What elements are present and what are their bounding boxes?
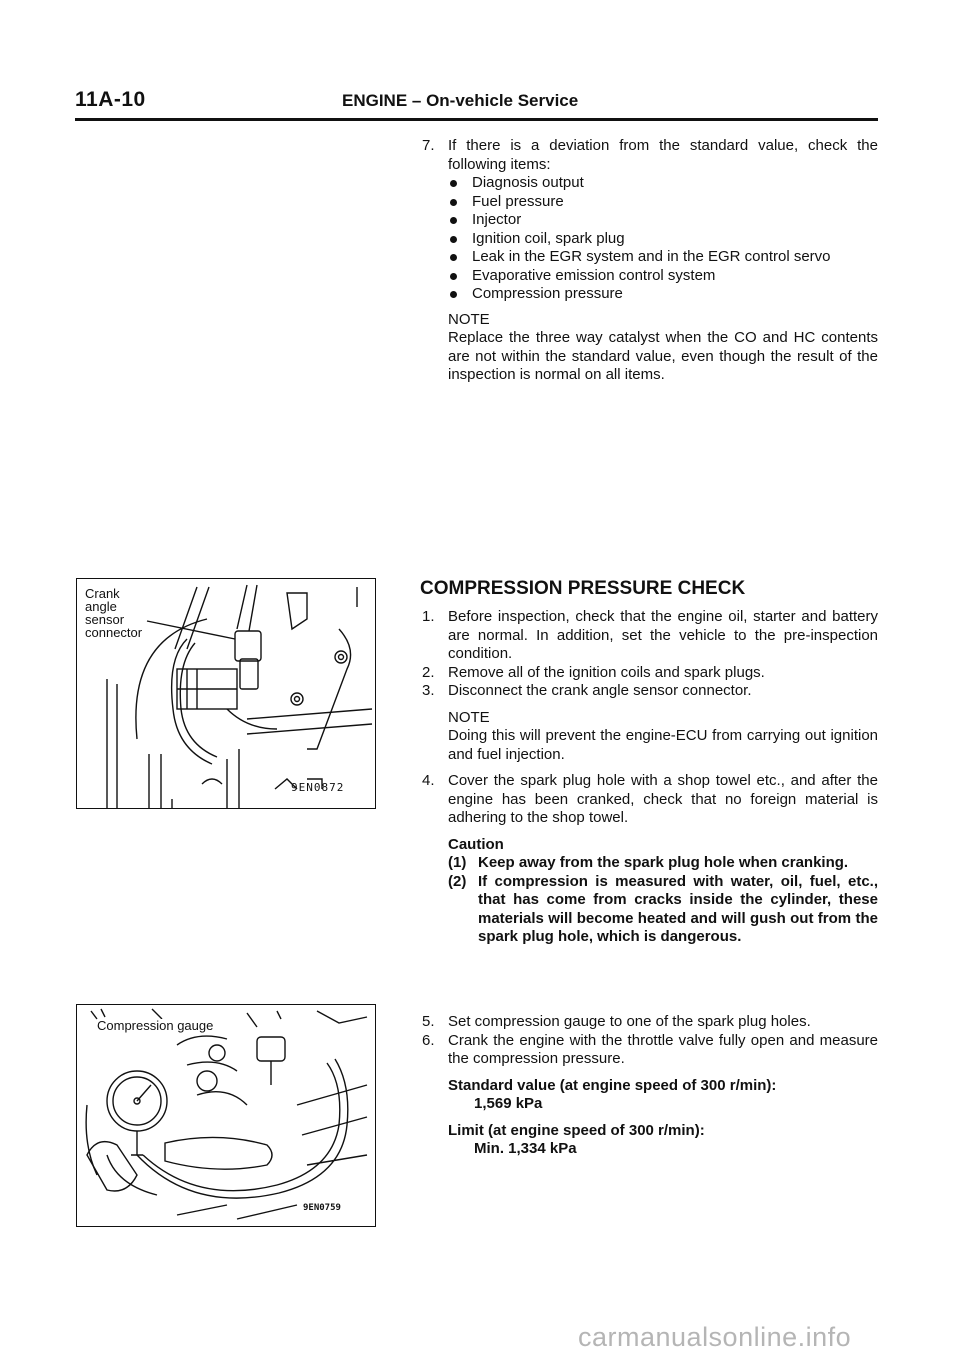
compression-steps-5-6 [422, 1013, 878, 1159]
limit-value: Min. 1,334 kPa [474, 1140, 577, 1157]
step-text: Crank the engine with the throttle valve fully open and measure the compression pressure. [448, 1031, 878, 1067]
check-item: Diagnosis output [448, 174, 878, 193]
step-number: 3. [422, 682, 435, 699]
compression-step [422, 1032, 878, 1069]
caution-number: (2) [448, 872, 467, 890]
label-line: connector [85, 625, 143, 640]
note-label: NOTE [448, 310, 490, 328]
check-items-list [422, 174, 878, 304]
page-header [75, 88, 875, 118]
compression-gauge-figure [76, 1004, 376, 1227]
step-number: 5. [422, 1013, 435, 1030]
caution-label: Caution [448, 835, 504, 853]
compression-step [422, 1013, 878, 1032]
label-line: sensor [85, 612, 125, 627]
compression-heading: COMPRESSION PRESSURE CHECK [420, 578, 746, 599]
step-text: Set compression gauge to one of the spark plug holes. [448, 1013, 811, 1030]
limit-label: Limit (at engine speed of 300 r/min): [448, 1121, 705, 1139]
spec-block [422, 1077, 878, 1159]
crank-sensor-figure [76, 578, 376, 809]
crank-sensor-label [85, 587, 142, 639]
page-number: 11A-10 [75, 88, 146, 111]
step-text: Disconnect the crank angle sensor connector. [448, 682, 752, 699]
step7-note [422, 311, 878, 385]
step7-text: If there is a deviation from the standard value, check the following items: [448, 137, 878, 173]
compression-gauge-illustration [77, 1005, 375, 1226]
compression-step [422, 664, 878, 683]
check-item: Leak in the EGR system and in the EGR control servo [448, 248, 878, 267]
compression-gauge-label: Compression gauge [97, 1018, 214, 1033]
figure-code: 9EN0872 [291, 781, 345, 794]
compression-step [422, 682, 878, 701]
note-label: NOTE [448, 708, 490, 726]
standard-value: 1,569 kPa [474, 1095, 543, 1112]
note-text: Replace the three way catalyst when the CO and HC contents are not within the standard value, even though the result of the inspection is normal on all items. [448, 329, 878, 383]
standard-value-label: Standard value (at engine speed of 300 r/min): [448, 1076, 777, 1094]
compression-steps-1-4 [422, 608, 878, 947]
compression-note [422, 709, 878, 765]
check-item: Fuel pressure [448, 193, 878, 212]
check-item: Injector [448, 211, 878, 230]
caution-text: If compression is measured with water, oil, fuel, etc., that has come from cracks inside the cylinder, these materials will become heated and will gush out from the spark plug hole, which is dangerous. [478, 872, 878, 945]
header-rule [75, 118, 878, 121]
caution-number: (1) [448, 854, 467, 871]
step7-block [422, 137, 878, 385]
step-text: Before inspection, check that the engine oil, starter and battery are normal. In addition, set the vehicle to the pre-inspection condition. [448, 608, 878, 662]
compression-step [422, 772, 878, 828]
label-line: angle [85, 599, 117, 614]
label-line: Crank [85, 586, 120, 601]
check-item: Evaporative emission control system [448, 267, 878, 286]
step7-number: 7. [422, 137, 435, 154]
figure-code: 9EN0759 [303, 1203, 341, 1213]
step-number: 4. [422, 772, 435, 789]
step-number: 6. [422, 1031, 435, 1049]
watermark: carmanualsonline.info [578, 1322, 852, 1352]
compression-step [422, 608, 878, 664]
caution-block [422, 836, 878, 947]
section-title: ENGINE – On-vehicle Service [342, 91, 579, 110]
step-text: Remove all of the ignition coils and spark plugs. [448, 663, 765, 681]
caution-item [448, 854, 878, 873]
step-number: 2. [422, 663, 435, 681]
step-number: 1. [422, 608, 435, 625]
step7-item [422, 137, 878, 174]
step-text: Cover the spark plug hole with a shop towel etc., and after the engine has been cranked, check that no foreign material is adhering to the shop towel. [448, 772, 878, 826]
check-item: Ignition coil, spark plug [448, 230, 878, 249]
check-item: Compression pressure [448, 285, 878, 304]
caution-item [448, 873, 878, 947]
caution-text: Keep away from the spark plug hole when cranking. [478, 854, 849, 871]
note-text: Doing this will prevent the engine-ECU from carrying out ignition and fuel injection. [448, 727, 878, 763]
